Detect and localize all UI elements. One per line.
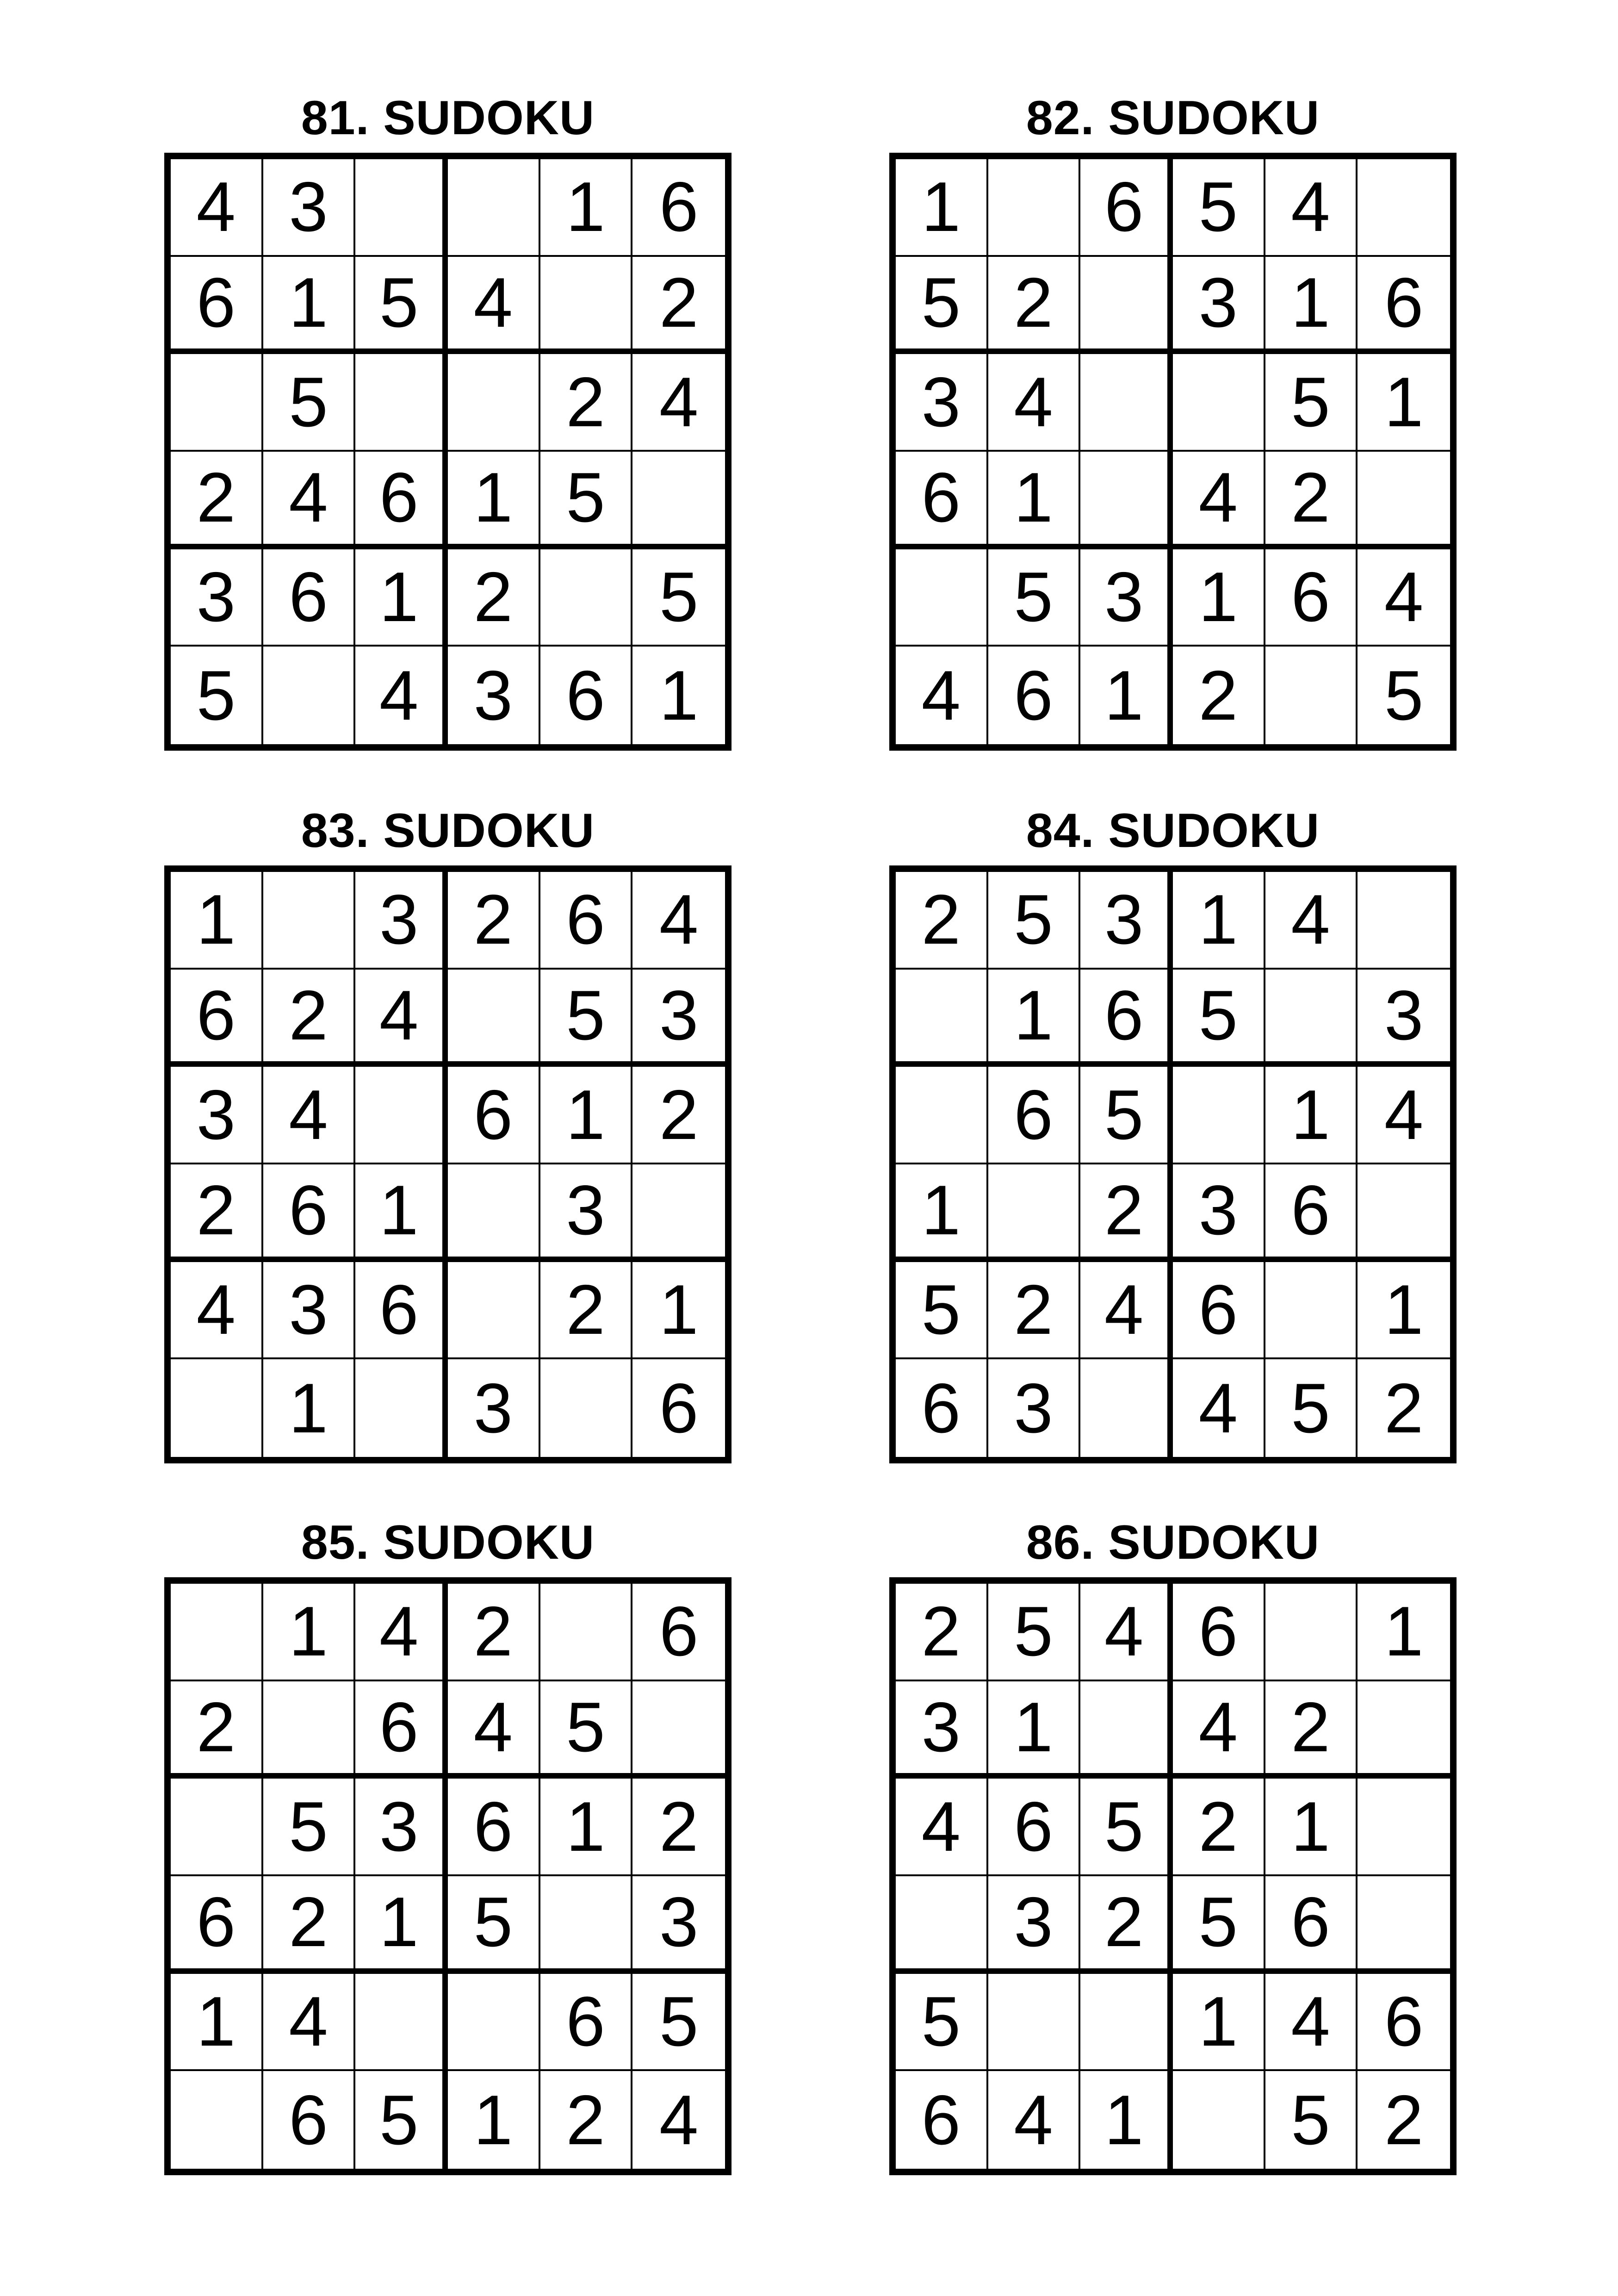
sudoku-cell[interactable] bbox=[540, 1359, 633, 1457]
sudoku-cell: 1 bbox=[263, 1584, 356, 1681]
sudoku-cell: 2 bbox=[1265, 452, 1358, 549]
sudoku-cell[interactable] bbox=[1358, 872, 1450, 970]
sudoku-cell: 3 bbox=[1173, 257, 1265, 355]
sudoku-cell: 1 bbox=[171, 872, 263, 970]
sudoku-cell: 4 bbox=[632, 872, 725, 970]
sudoku-cell: 6 bbox=[540, 1974, 633, 2072]
puzzle-title: 83. SUDOKU bbox=[301, 804, 595, 858]
sudoku-cell: 4 bbox=[1265, 159, 1358, 257]
sudoku-cell: 2 bbox=[1265, 1681, 1358, 1779]
sudoku-cell[interactable] bbox=[448, 354, 540, 452]
sudoku-cell: 5 bbox=[448, 1876, 540, 1974]
sudoku-cell: 6 bbox=[540, 872, 633, 970]
sudoku-cell: 5 bbox=[1080, 1779, 1173, 1876]
sudoku-cell: 3 bbox=[896, 1681, 988, 1779]
sudoku-cell[interactable] bbox=[263, 1681, 356, 1779]
sudoku-cell[interactable] bbox=[171, 1359, 263, 1457]
sudoku-cell: 3 bbox=[263, 159, 356, 257]
sudoku-cell: 4 bbox=[1358, 1067, 1450, 1164]
sudoku-cell[interactable] bbox=[171, 1584, 263, 1681]
sudoku-cell: 6 bbox=[263, 1164, 356, 1262]
sudoku-cell: 2 bbox=[632, 1067, 725, 1164]
sudoku-cell: 5 bbox=[171, 647, 263, 744]
sudoku-cell[interactable] bbox=[1265, 1262, 1358, 1360]
sudoku-cell: 3 bbox=[263, 1262, 356, 1360]
sudoku-cell: 5 bbox=[632, 1974, 725, 2072]
puzzle-title: 86. SUDOKU bbox=[1026, 1516, 1320, 1569]
sudoku-cell[interactable] bbox=[263, 872, 356, 970]
sudoku-cell: 3 bbox=[988, 1876, 1081, 1974]
sudoku-cell: 6 bbox=[448, 1067, 540, 1164]
sudoku-cell: 3 bbox=[1173, 1164, 1265, 1262]
sudoku-cell[interactable] bbox=[1358, 1779, 1450, 1876]
sudoku-cell: 6 bbox=[355, 1262, 448, 1360]
sudoku-cell: 3 bbox=[355, 1779, 448, 1876]
sudoku-cell: 6 bbox=[988, 1779, 1081, 1876]
sudoku-cell[interactable] bbox=[1080, 1681, 1173, 1779]
sudoku-cell: 5 bbox=[1080, 1067, 1173, 1164]
sudoku-cell: 4 bbox=[1173, 452, 1265, 549]
sudoku-cell[interactable] bbox=[1080, 257, 1173, 355]
sudoku-cell: 3 bbox=[1358, 970, 1450, 1067]
sudoku-cell[interactable] bbox=[896, 549, 988, 647]
sudoku-cell: 6 bbox=[1265, 1876, 1358, 1974]
sudoku-grid bbox=[889, 1577, 1457, 2175]
sudoku-cell[interactable] bbox=[896, 1876, 988, 1974]
sudoku-cell: 4 bbox=[1080, 1262, 1173, 1360]
sudoku-cell: 5 bbox=[540, 1681, 633, 1779]
sudoku-cell: 6 bbox=[171, 970, 263, 1067]
sudoku-cell: 3 bbox=[988, 1359, 1081, 1457]
sudoku-cell: 6 bbox=[632, 1584, 725, 1681]
sudoku-cell[interactable] bbox=[540, 257, 633, 355]
sudoku-cell: 3 bbox=[632, 970, 725, 1067]
sudoku-cell[interactable] bbox=[1358, 1164, 1450, 1262]
sudoku-cell: 6 bbox=[896, 452, 988, 549]
puzzle-title: 82. SUDOKU bbox=[1026, 91, 1320, 145]
sudoku-cell: 5 bbox=[988, 549, 1081, 647]
sudoku-cell: 2 bbox=[896, 872, 988, 970]
sudoku-cell[interactable] bbox=[171, 1779, 263, 1876]
sudoku-cell: 5 bbox=[355, 2071, 448, 2169]
sudoku-cell[interactable] bbox=[263, 647, 356, 744]
sudoku-cell[interactable] bbox=[1358, 1681, 1450, 1779]
sudoku-cell: 3 bbox=[171, 549, 263, 647]
sudoku-cell[interactable] bbox=[1173, 1067, 1265, 1164]
sudoku-cell[interactable] bbox=[896, 1067, 988, 1164]
sudoku-cell: 4 bbox=[448, 257, 540, 355]
sudoku-cell: 6 bbox=[1080, 970, 1173, 1067]
sudoku-cell: 2 bbox=[171, 1681, 263, 1779]
sudoku-cell: 1 bbox=[355, 549, 448, 647]
sudoku-cell: 6 bbox=[1358, 257, 1450, 355]
sudoku-cell[interactable] bbox=[1265, 970, 1358, 1067]
sudoku-cell: 1 bbox=[171, 1974, 263, 2072]
sudoku-cell: 6 bbox=[896, 2071, 988, 2169]
sudoku-cell: 1 bbox=[1265, 1779, 1358, 1876]
sudoku-cell: 2 bbox=[448, 872, 540, 970]
sudoku-cell: 4 bbox=[355, 1584, 448, 1681]
sudoku-cell[interactable] bbox=[1358, 1876, 1450, 1974]
sudoku-cell: 4 bbox=[1265, 872, 1358, 970]
sudoku-cell: 3 bbox=[896, 354, 988, 452]
sudoku-cell: 4 bbox=[1265, 1974, 1358, 2072]
sudoku-cell: 3 bbox=[540, 1164, 633, 1262]
sudoku-cell: 1 bbox=[988, 970, 1081, 1067]
sudoku-cell[interactable] bbox=[1080, 452, 1173, 549]
sudoku-cell: 4 bbox=[988, 354, 1081, 452]
sudoku-cell: 4 bbox=[355, 647, 448, 744]
sudoku-cell: 2 bbox=[1384, 1369, 1424, 1448]
sudoku-cell[interactable] bbox=[1080, 354, 1173, 452]
sudoku-cell: 2 bbox=[1173, 647, 1265, 744]
sudoku-cell: 2 bbox=[263, 970, 356, 1067]
sudoku-cell: 4 bbox=[659, 2080, 699, 2159]
sudoku-cell: 4 bbox=[263, 1067, 356, 1164]
sudoku-cell: 1 bbox=[355, 1876, 448, 1974]
sudoku-cell: 2 bbox=[1173, 1779, 1265, 1876]
sudoku-cell[interactable] bbox=[355, 159, 448, 257]
sudoku-cell[interactable] bbox=[540, 1584, 633, 1681]
sudoku-cell: 4 bbox=[263, 452, 356, 549]
sudoku-cell: 5 bbox=[896, 257, 988, 355]
sudoku-cell: 4 bbox=[171, 1262, 263, 1360]
sudoku-cell: 1 bbox=[1265, 257, 1358, 355]
sudoku-cell: 6 bbox=[263, 549, 356, 647]
sudoku-cell[interactable] bbox=[355, 1067, 448, 1164]
sudoku-grid bbox=[164, 865, 732, 1463]
sudoku-cell: 4 bbox=[171, 159, 263, 257]
sudoku-cell: 3 bbox=[1080, 872, 1173, 970]
sudoku-cell: 1 bbox=[1358, 1584, 1450, 1681]
sudoku-cell: 1 bbox=[263, 257, 356, 355]
sudoku-cell: 5 bbox=[1265, 2071, 1358, 2169]
sudoku-cell: 1 bbox=[448, 452, 540, 549]
sudoku-cell: 6 bbox=[1173, 1262, 1265, 1360]
sudoku-cell: 6 bbox=[988, 647, 1081, 744]
sudoku-cell: 5 bbox=[1384, 656, 1424, 735]
sudoku-cell: 4 bbox=[896, 647, 988, 744]
sudoku-cell: 1 bbox=[1173, 1974, 1265, 2072]
sudoku-cell: 2 bbox=[540, 2071, 633, 2169]
sudoku-cell: 2 bbox=[540, 1262, 633, 1360]
sudoku-cell: 1 bbox=[1080, 647, 1173, 744]
sudoku-cell[interactable] bbox=[1358, 452, 1450, 549]
sudoku-cell: 2 bbox=[540, 354, 633, 452]
sudoku-cell: 5 bbox=[632, 549, 725, 647]
sudoku-cell: 4 bbox=[1358, 549, 1450, 647]
sudoku-cell: 5 bbox=[263, 354, 356, 452]
sudoku-cell: 6 bbox=[355, 1681, 448, 1779]
sudoku-cell[interactable] bbox=[540, 1876, 633, 1974]
sudoku-cell: 6 bbox=[1265, 549, 1358, 647]
sudoku-cell: 1 bbox=[896, 1164, 988, 1262]
sudoku-cell[interactable] bbox=[988, 1164, 1081, 1262]
sudoku-cell: 2 bbox=[1384, 2080, 1424, 2159]
sudoku-cell[interactable] bbox=[355, 1974, 448, 2072]
sudoku-cell: 2 bbox=[171, 452, 263, 549]
sudoku-cell[interactable] bbox=[355, 354, 448, 452]
sudoku-cell: 6 bbox=[1173, 1584, 1265, 1681]
sudoku-cell[interactable] bbox=[448, 1974, 540, 2072]
sudoku-cell: 5 bbox=[263, 1779, 356, 1876]
puzzle-title: 85. SUDOKU bbox=[301, 1516, 595, 1569]
sudoku-cell: 4 bbox=[1080, 1584, 1173, 1681]
sudoku-cell[interactable] bbox=[448, 159, 540, 257]
sudoku-cell: 3 bbox=[448, 647, 540, 744]
sudoku-grid bbox=[164, 1577, 732, 2175]
sudoku-cell[interactable] bbox=[448, 1262, 540, 1360]
sudoku-cell: 5 bbox=[988, 872, 1081, 970]
sudoku-cell: 5 bbox=[1173, 1876, 1265, 1974]
sudoku-cell: 1 bbox=[988, 1681, 1081, 1779]
sudoku-cell: 1 bbox=[896, 159, 988, 257]
sudoku-cell: 1 bbox=[448, 2071, 540, 2169]
sudoku-cell: 2 bbox=[896, 1584, 988, 1681]
sudoku-cell[interactable] bbox=[1265, 647, 1358, 744]
sudoku-cell: 4 bbox=[448, 1681, 540, 1779]
sudoku-grid bbox=[889, 153, 1457, 751]
sudoku-cell: 2 bbox=[263, 1876, 356, 1974]
sudoku-cell: 2 bbox=[448, 1584, 540, 1681]
sudoku-cell[interactable] bbox=[632, 1681, 725, 1779]
sudoku-cell[interactable] bbox=[1265, 1584, 1358, 1681]
sudoku-cell: 6 bbox=[171, 257, 263, 355]
sudoku-cell: 2 bbox=[988, 257, 1081, 355]
sudoku-cell[interactable] bbox=[988, 1974, 1081, 2072]
sudoku-cell: 2 bbox=[632, 257, 725, 355]
sudoku-cell: 4 bbox=[896, 1779, 988, 1876]
sudoku-cell: 4 bbox=[263, 1974, 356, 2072]
sudoku-cell: 4 bbox=[355, 970, 448, 1067]
sudoku-cell: 2 bbox=[1080, 1876, 1173, 1974]
sudoku-cell: 6 bbox=[355, 452, 448, 549]
sudoku-cell: 1 bbox=[540, 1067, 633, 1164]
sudoku-cell: 1 bbox=[1173, 872, 1265, 970]
sudoku-cell: 6 bbox=[171, 1876, 263, 1974]
sudoku-cell[interactable] bbox=[448, 970, 540, 1067]
sudoku-cell[interactable] bbox=[355, 1359, 448, 1457]
sudoku-cell: 3 bbox=[632, 1876, 725, 1974]
sudoku-cell: 5 bbox=[1173, 159, 1265, 257]
sudoku-cell: 3 bbox=[448, 1359, 540, 1457]
sudoku-cell: 4 bbox=[632, 354, 725, 452]
sudoku-cell: 6 bbox=[448, 1779, 540, 1876]
sudoku-grid bbox=[889, 865, 1457, 1463]
sudoku-cell: 1 bbox=[1080, 2071, 1173, 2169]
sudoku-cell: 3 bbox=[1080, 549, 1173, 647]
sudoku-cell: 1 bbox=[355, 1164, 448, 1262]
sudoku-cell: 5 bbox=[988, 1584, 1081, 1681]
sudoku-cell: 1 bbox=[988, 452, 1081, 549]
sudoku-cell: 3 bbox=[355, 872, 448, 970]
sudoku-cell: 2 bbox=[171, 1164, 263, 1262]
sudoku-cell: 1 bbox=[540, 1779, 633, 1876]
sudoku-cell: 2 bbox=[1080, 1164, 1173, 1262]
sudoku-cell[interactable] bbox=[1173, 354, 1265, 452]
sudoku-cell: 2 bbox=[988, 1262, 1081, 1360]
puzzle-title: 84. SUDOKU bbox=[1026, 804, 1320, 858]
sudoku-cell: 6 bbox=[896, 1359, 988, 1457]
sudoku-cell: 5 bbox=[896, 1974, 988, 2072]
sudoku-cell[interactable] bbox=[632, 452, 725, 549]
sudoku-cell: 5 bbox=[896, 1262, 988, 1360]
sudoku-cell[interactable] bbox=[540, 549, 633, 647]
sudoku-cell: 6 bbox=[632, 159, 725, 257]
sudoku-cell: 6 bbox=[988, 1067, 1081, 1164]
sudoku-cell[interactable] bbox=[1358, 159, 1450, 257]
sudoku-cell[interactable] bbox=[896, 970, 988, 1067]
sudoku-cell: 1 bbox=[1358, 354, 1450, 452]
sudoku-cell[interactable] bbox=[171, 354, 263, 452]
sudoku-cell: 2 bbox=[632, 1779, 725, 1876]
sudoku-cell[interactable] bbox=[1173, 2071, 1265, 2169]
sudoku-cell: 6 bbox=[659, 1369, 699, 1448]
sudoku-cell: 6 bbox=[540, 647, 633, 744]
sudoku-cell: 5 bbox=[1265, 1359, 1358, 1457]
sudoku-cell: 5 bbox=[540, 970, 633, 1067]
sudoku-cell: 1 bbox=[540, 159, 633, 257]
sudoku-cell: 2 bbox=[448, 549, 540, 647]
sudoku-cell[interactable] bbox=[1080, 1359, 1173, 1457]
sudoku-cell[interactable] bbox=[1080, 1974, 1173, 2072]
sudoku-cell: 1 bbox=[1173, 549, 1265, 647]
sudoku-cell: 4 bbox=[988, 2071, 1081, 2169]
sudoku-cell[interactable] bbox=[632, 1164, 725, 1262]
sudoku-cell: 1 bbox=[263, 1359, 356, 1457]
sudoku-cell: 5 bbox=[355, 257, 448, 355]
sudoku-cell[interactable] bbox=[448, 1164, 540, 1262]
sudoku-cell: 5 bbox=[1265, 354, 1358, 452]
sudoku-cell: 6 bbox=[1265, 1164, 1358, 1262]
sudoku-cell: 6 bbox=[263, 2071, 356, 2169]
sudoku-cell[interactable] bbox=[988, 159, 1081, 257]
sudoku-cell: 6 bbox=[1080, 159, 1173, 257]
sudoku-cell: 5 bbox=[540, 452, 633, 549]
sudoku-cell: 1 bbox=[1265, 1067, 1358, 1164]
sudoku-cell: 1 bbox=[659, 656, 699, 735]
sudoku-cell: 1 bbox=[1358, 1262, 1450, 1360]
puzzle-title: 81. SUDOKU bbox=[301, 91, 595, 145]
sudoku-cell: 3 bbox=[171, 1067, 263, 1164]
sudoku-cell[interactable] bbox=[171, 2071, 263, 2169]
sudoku-cell: 1 bbox=[632, 1262, 725, 1360]
sudoku-cell: 4 bbox=[1173, 1681, 1265, 1779]
sudoku-cell: 6 bbox=[1358, 1974, 1450, 2072]
sudoku-cell: 5 bbox=[1173, 970, 1265, 1067]
sudoku-cell: 4 bbox=[1173, 1359, 1265, 1457]
sudoku-grid bbox=[164, 153, 732, 751]
